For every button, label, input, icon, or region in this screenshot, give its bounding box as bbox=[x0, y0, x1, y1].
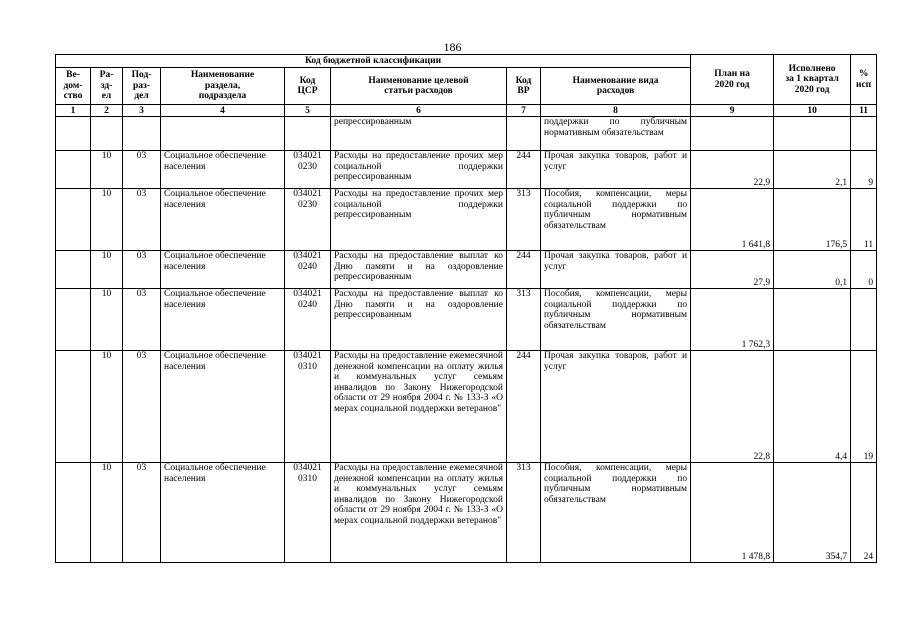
cell-razdel bbox=[91, 117, 123, 151]
cell-csr: 034021 0230 bbox=[285, 189, 331, 251]
cell-vedomstvo bbox=[56, 189, 91, 251]
header-target-name: Наименование целевой статьи расходов bbox=[331, 68, 507, 105]
cell-razdel: 10 bbox=[91, 351, 123, 463]
cell-vr-name: Пособия, компенсации, меры социальной поддержки по публичным нормативным обязательствам bbox=[541, 289, 691, 351]
cell-razdel: 10 bbox=[91, 289, 123, 351]
cell-target-name: репрессированным bbox=[331, 117, 507, 151]
cell-percent: 24 bbox=[851, 463, 877, 563]
table-row bbox=[56, 151, 877, 189]
cell-vr: 244 bbox=[507, 251, 541, 289]
cell-podrazdel: 03 bbox=[123, 151, 161, 189]
cell-plan bbox=[691, 117, 774, 151]
cell-target-name: Расходы на предоставление прочих мер социальной поддержки репрессированным bbox=[331, 189, 507, 251]
cell-percent: 19 bbox=[851, 351, 877, 463]
cell-plan: 22,9 bbox=[691, 151, 774, 189]
header-csr: Код ЦСР bbox=[285, 68, 331, 105]
column-number: 5 bbox=[285, 105, 331, 117]
header-vr-name: Наименование вида расходов bbox=[541, 68, 691, 105]
cell-target-name: Расходы на предоставление выплат ко Дню памяти и на оздоровление репрессированным bbox=[331, 251, 507, 289]
cell-vr-name: Прочая закупка товаров, работ и услуг bbox=[541, 151, 691, 189]
cell-executed bbox=[774, 117, 851, 151]
cell-plan: 1 478,8 bbox=[691, 463, 774, 563]
cell-percent bbox=[851, 289, 877, 351]
table-header bbox=[56, 55, 877, 117]
cell-percent: 11 bbox=[851, 189, 877, 251]
table-row bbox=[56, 117, 877, 151]
column-number: 4 bbox=[161, 105, 285, 117]
cell-csr bbox=[285, 117, 331, 151]
cell-vr-name: Прочая закупка товаров, работ и услуг bbox=[541, 351, 691, 463]
cell-podrazdel: 03 bbox=[123, 251, 161, 289]
cell-executed: 0,1 bbox=[774, 251, 851, 289]
cell-vedomstvo bbox=[56, 351, 91, 463]
cell-executed bbox=[774, 289, 851, 351]
cell-razdel: 10 bbox=[91, 463, 123, 563]
cell-vr-name: поддержки по публичным нормативным обязательствам bbox=[541, 117, 691, 151]
budget-table bbox=[55, 54, 877, 563]
column-number: 11 bbox=[851, 105, 877, 117]
cell-percent: 0 bbox=[851, 251, 877, 289]
cell-plan: 1 641,8 bbox=[691, 189, 774, 251]
cell-vedomstvo bbox=[56, 151, 91, 189]
cell-target-name: Расходы на предоставление выплат ко Дню памяти и на оздоровление репрессированным bbox=[331, 289, 507, 351]
cell-vr: 313 bbox=[507, 189, 541, 251]
cell-vr-name: Пособия, компенсации, меры социальной поддержки по публичным нормативным обязательствам bbox=[541, 189, 691, 251]
cell-percent: 9 bbox=[851, 151, 877, 189]
cell-plan: 22,8 bbox=[691, 351, 774, 463]
header-vr: Код ВР bbox=[507, 68, 541, 105]
table-row bbox=[56, 289, 877, 351]
column-number: 2 bbox=[91, 105, 123, 117]
header-plan: План на 2020 год bbox=[691, 55, 774, 105]
cell-razdel-name: Социальное обеспечение населения bbox=[161, 151, 285, 189]
cell-executed: 176,5 bbox=[774, 189, 851, 251]
cell-csr: 034021 0310 bbox=[285, 463, 331, 563]
cell-vr: 244 bbox=[507, 151, 541, 189]
cell-executed: 354,7 bbox=[774, 463, 851, 563]
cell-razdel-name: Социальное обеспечение населения bbox=[161, 289, 285, 351]
cell-vedomstvo bbox=[56, 463, 91, 563]
cell-vedomstvo bbox=[56, 251, 91, 289]
cell-vedomstvo bbox=[56, 117, 91, 151]
cell-vr-name: Пособия, компенсации, меры социальной поддержки по публичным нормативным обязательствам bbox=[541, 463, 691, 563]
cell-vr bbox=[507, 117, 541, 151]
column-number: 7 bbox=[507, 105, 541, 117]
header-budget-code-group: Код бюджетной классификации bbox=[56, 55, 691, 68]
cell-percent bbox=[851, 117, 877, 151]
cell-podrazdel: 03 bbox=[123, 351, 161, 463]
cell-podrazdel: 03 bbox=[123, 463, 161, 563]
header-podrazdel: Под- раз- дел bbox=[123, 68, 161, 105]
column-number: 8 bbox=[541, 105, 691, 117]
column-number: 3 bbox=[123, 105, 161, 117]
cell-razdel-name: Социальное обеспечение населения bbox=[161, 251, 285, 289]
cell-target-name: Расходы на предоставление прочих мер социальной поддержки репрессированным bbox=[331, 151, 507, 189]
cell-plan: 27,9 bbox=[691, 251, 774, 289]
header-razdel-name: Наименование раздела, подраздела bbox=[161, 68, 285, 105]
cell-razdel-name: Социальное обеспечение населения bbox=[161, 351, 285, 463]
cell-razdel: 10 bbox=[91, 189, 123, 251]
cell-razdel: 10 bbox=[91, 251, 123, 289]
cell-podrazdel: 03 bbox=[123, 189, 161, 251]
page-number: 186 bbox=[443, 40, 462, 54]
column-number: 1 bbox=[56, 105, 91, 117]
cell-vedomstvo bbox=[56, 289, 91, 351]
cell-podrazdel bbox=[123, 117, 161, 151]
column-number: 10 bbox=[774, 105, 851, 117]
cell-target-name: Расходы на предоставление ежемесячной денежной компенсации на оплату жилья и коммунальных услуг семьям инвалидов по Закону Нижегородской области от 29 ноября 2004 г. № 133-З «О мерах социальной поддержки ветеранов" bbox=[331, 463, 507, 563]
cell-razdel-name: Социальное обеспечение населения bbox=[161, 189, 285, 251]
cell-executed: 2,1 bbox=[774, 151, 851, 189]
cell-vr: 313 bbox=[507, 463, 541, 563]
cell-csr: 034021 0310 bbox=[285, 351, 331, 463]
cell-vr-name: Прочая закупка товаров, работ и услуг bbox=[541, 251, 691, 289]
cell-vr: 313 bbox=[507, 289, 541, 351]
header-razdel: Ра- зд- ел bbox=[91, 68, 123, 105]
cell-razdel-name: Социальное обеспечение населения bbox=[161, 463, 285, 563]
cell-executed: 4,4 bbox=[774, 351, 851, 463]
table-row bbox=[56, 189, 877, 251]
cell-podrazdel: 03 bbox=[123, 289, 161, 351]
column-number: 6 bbox=[331, 105, 507, 117]
header-vedomstvo: Ве- дом- ство bbox=[56, 68, 91, 105]
column-number: 9 bbox=[691, 105, 774, 117]
cell-target-name: Расходы на предоставление ежемесячной денежной компенсации на оплату жилья и коммунальных услуг семьям инвалидов по Закону Нижегородской области от 29 ноября 2004 г. № 133-З «О мерах социальной поддержки ветеранов" bbox=[331, 351, 507, 463]
cell-vr: 244 bbox=[507, 351, 541, 463]
cell-plan: 1 762,3 bbox=[691, 289, 774, 351]
cell-csr: 034021 0240 bbox=[285, 251, 331, 289]
header-percent: % исп bbox=[851, 55, 877, 105]
cell-csr: 034021 0230 bbox=[285, 151, 331, 189]
cell-razdel: 10 bbox=[91, 151, 123, 189]
table-body bbox=[56, 117, 877, 563]
header-executed: Исполнено за 1 квартал 2020 год bbox=[774, 55, 851, 105]
cell-razdel-name bbox=[161, 117, 285, 151]
table-row bbox=[56, 463, 877, 563]
table-row bbox=[56, 251, 877, 289]
table-row bbox=[56, 351, 877, 463]
cell-csr: 034021 0240 bbox=[285, 289, 331, 351]
